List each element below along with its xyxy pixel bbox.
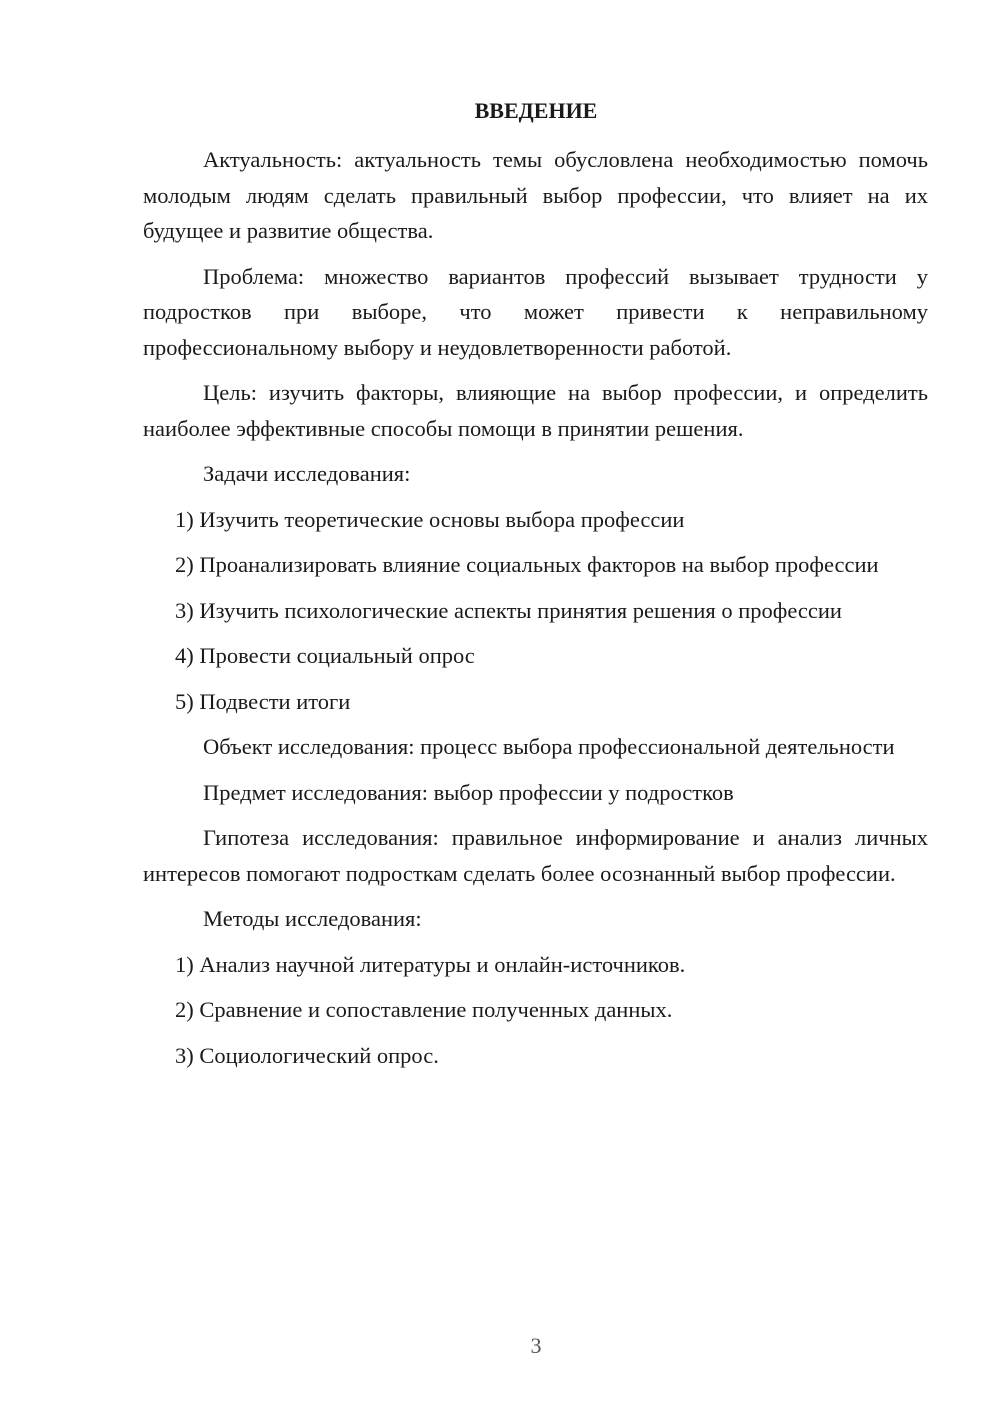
page-number: 3 — [530, 1333, 542, 1358]
paragraph-problem: Проблема: множество вариантов профессий вызывает трудности у подростков при выборе, что может привести к неправильному профессиональному выбору и неудовлетворенности работой. — [143, 263, 928, 360]
list-item-task-2: 2) Проанализировать влияние социальных факторов на выбор профессии — [175, 552, 879, 577]
paragraph-goal: Цель: изучить факторы, влияющие на выбор профессии, и определить наиболее эффективные способы помощи в принятии решения. — [143, 380, 928, 441]
paragraph-tasks-heading: Задачи исследования: — [203, 461, 411, 486]
paragraph-subject: Предмет исследования: выбор профессии у подростков — [203, 779, 734, 805]
page-title: ВВЕДЕНИЕ — [474, 98, 598, 123]
paragraph-relevance: Актуальность: актуальность темы обусловлена необходимостью помочь молодым людям сделать правильный выбор профессии, что влияет на их будущее и развитие общества. — [143, 147, 928, 243]
list-item-task-3: 3) Изучить психологические аспекты принятия решения о профессии — [175, 597, 842, 623]
list-item-method-1: 1) Анализ научной литературы и онлайн-источников. — [175, 951, 686, 977]
list-item-method-2: 2) Сравнение и сопоставление полученных данных. — [175, 997, 673, 1022]
document-body — [143, 142, 928, 1083]
paragraph-methods-heading: Методы исследования: — [203, 906, 422, 931]
list-item-task-1: 1) Изучить теоретические основы выбора профессии — [175, 506, 685, 532]
list-item-task-5: 5) Подвести итоги — [175, 688, 351, 714]
paragraph-hypothesis: Гипотеза исследования: правильное информирование и анализ личных интересов помогают подросткам сделать более осознанный выбор профессии. — [143, 825, 928, 886]
paragraph-object: Объект исследования: процесс выбора профессиональной деятельности — [203, 734, 895, 759]
list-item-method-3: 3) Социологический опрос. — [175, 1042, 439, 1068]
list-item-task-4: 4) Провести социальный опрос — [175, 643, 475, 668]
